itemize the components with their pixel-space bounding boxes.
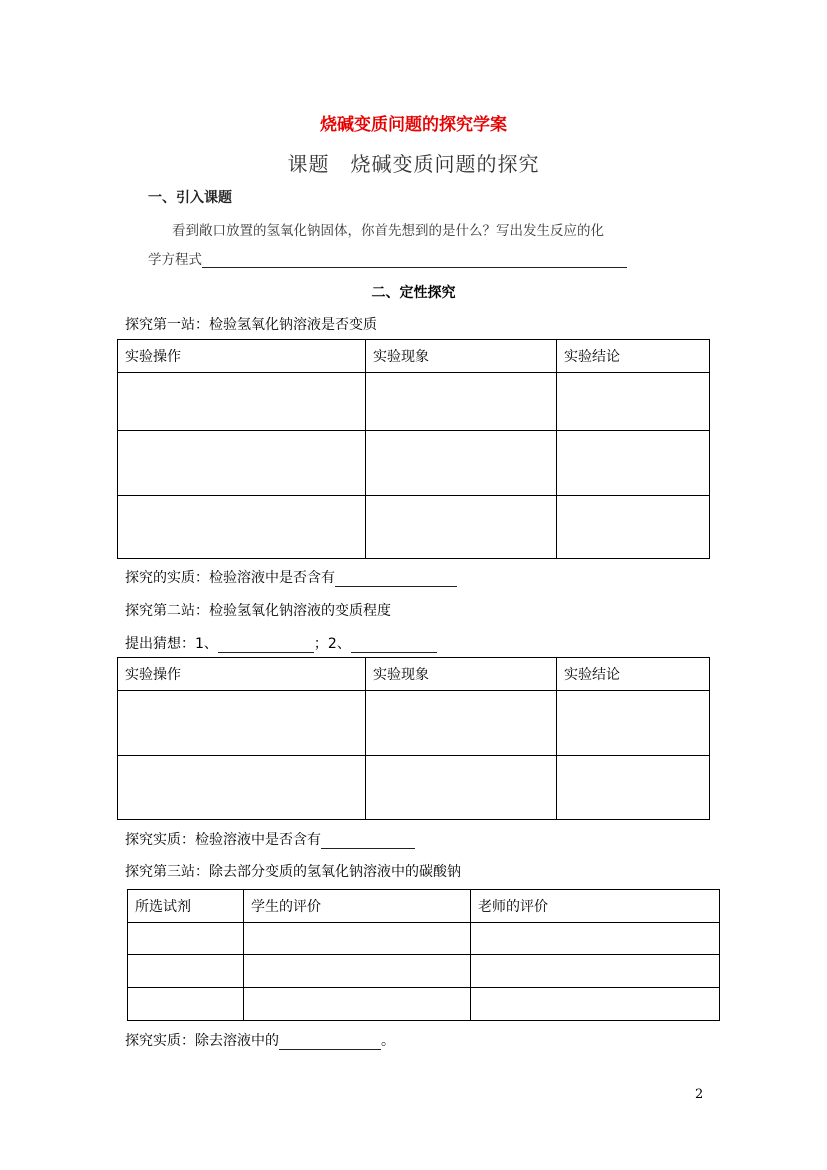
station1-title: 探究第一站：检验氢氧化钠溶液是否变质: [125, 317, 377, 333]
station1-header-operation: 实验操作: [118, 340, 366, 373]
section1-heading: 一、引入课题: [148, 190, 232, 206]
station1-cell[interactable]: [366, 431, 557, 496]
station2-title: 探究第二站：检验氢氧化钠溶液的变质程度: [125, 603, 391, 619]
station3-essence-end: 。: [381, 1033, 395, 1049]
station3-cell[interactable]: [244, 955, 471, 988]
station2-essence: [125, 829, 415, 849]
station1-essence-blank[interactable]: [335, 572, 457, 587]
document-title: 烧碱变质问题的探究学案: [320, 115, 507, 135]
station1-cell[interactable]: [366, 373, 557, 431]
station3-essence: [125, 1030, 395, 1050]
station1-essence-label: 探究的实质：检验溶液中是否含有: [125, 570, 335, 586]
station3-essence-label: 探究实质：除去溶液中的: [125, 1033, 279, 1049]
intro-question-line1: 看到敞口放置的氢氧化钠固体，你首先想到的是什么？写出发生反应的化: [172, 223, 604, 239]
station2-hypotheses: [125, 633, 437, 653]
station3-cell[interactable]: [244, 923, 471, 955]
station2-cell[interactable]: [118, 691, 366, 756]
station2-cell[interactable]: [118, 756, 366, 820]
station1-table: [117, 339, 710, 559]
section2-heading: 二、定性探究: [371, 285, 456, 301]
station1-cell[interactable]: [118, 373, 366, 431]
station2-header-operation: 实验操作: [118, 658, 366, 691]
station2-cell[interactable]: [557, 756, 710, 820]
station2-cell[interactable]: [366, 756, 557, 820]
station3-table: [127, 889, 720, 1021]
station1-cell[interactable]: [118, 496, 366, 559]
station2-cell[interactable]: [557, 691, 710, 756]
station2-header-conclusion: 实验结论: [557, 658, 710, 691]
lesson-subtitle: 课题 烧碱变质问题的探究: [287, 152, 540, 176]
station3-cell[interactable]: [128, 955, 244, 988]
station1-cell[interactable]: [557, 373, 710, 431]
station3-cell[interactable]: [128, 923, 244, 955]
station3-header-reagent: 所选试剂: [128, 890, 244, 923]
station2-table: [117, 657, 710, 820]
station3-cell[interactable]: [471, 923, 720, 955]
station1-cell[interactable]: [118, 431, 366, 496]
station2-header-phenomenon: 实验现象: [366, 658, 557, 691]
station3-header-teacher-eval: 老师的评价: [471, 890, 720, 923]
equation-answer-blank[interactable]: [202, 253, 627, 268]
station2-essence-blank[interactable]: [321, 834, 415, 849]
intro-question-line2: [148, 248, 627, 268]
station3-title: 探究第三站：除去部分变质的氢氧化钠溶液中的碳酸钠: [125, 864, 461, 880]
station3-essence-blank[interactable]: [279, 1035, 381, 1050]
station3-cell[interactable]: [471, 955, 720, 988]
station2-essence-label: 探究实质：检验溶液中是否含有: [125, 832, 321, 848]
hypothesis-label: 提出猜想：1、: [125, 636, 218, 652]
station3-cell[interactable]: [244, 988, 471, 1021]
station3-header-student-eval: 学生的评价: [244, 890, 471, 923]
station1-header-phenomenon: 实验现象: [366, 340, 557, 373]
station3-cell[interactable]: [128, 988, 244, 1021]
hypothesis-separator: ；2、: [313, 636, 351, 652]
station1-cell[interactable]: [557, 431, 710, 496]
hypothesis-1-blank[interactable]: [218, 638, 314, 653]
station3-cell[interactable]: [471, 988, 720, 1021]
station1-cell[interactable]: [557, 496, 710, 559]
station2-cell[interactable]: [366, 691, 557, 756]
hypothesis-2-blank[interactable]: [351, 638, 437, 653]
station1-essence: [125, 567, 457, 587]
intro-question-label: 学方程式: [148, 252, 202, 268]
station1-header-conclusion: 实验结论: [557, 340, 710, 373]
station1-cell[interactable]: [366, 496, 557, 559]
page-number: 2: [695, 1087, 704, 1102]
